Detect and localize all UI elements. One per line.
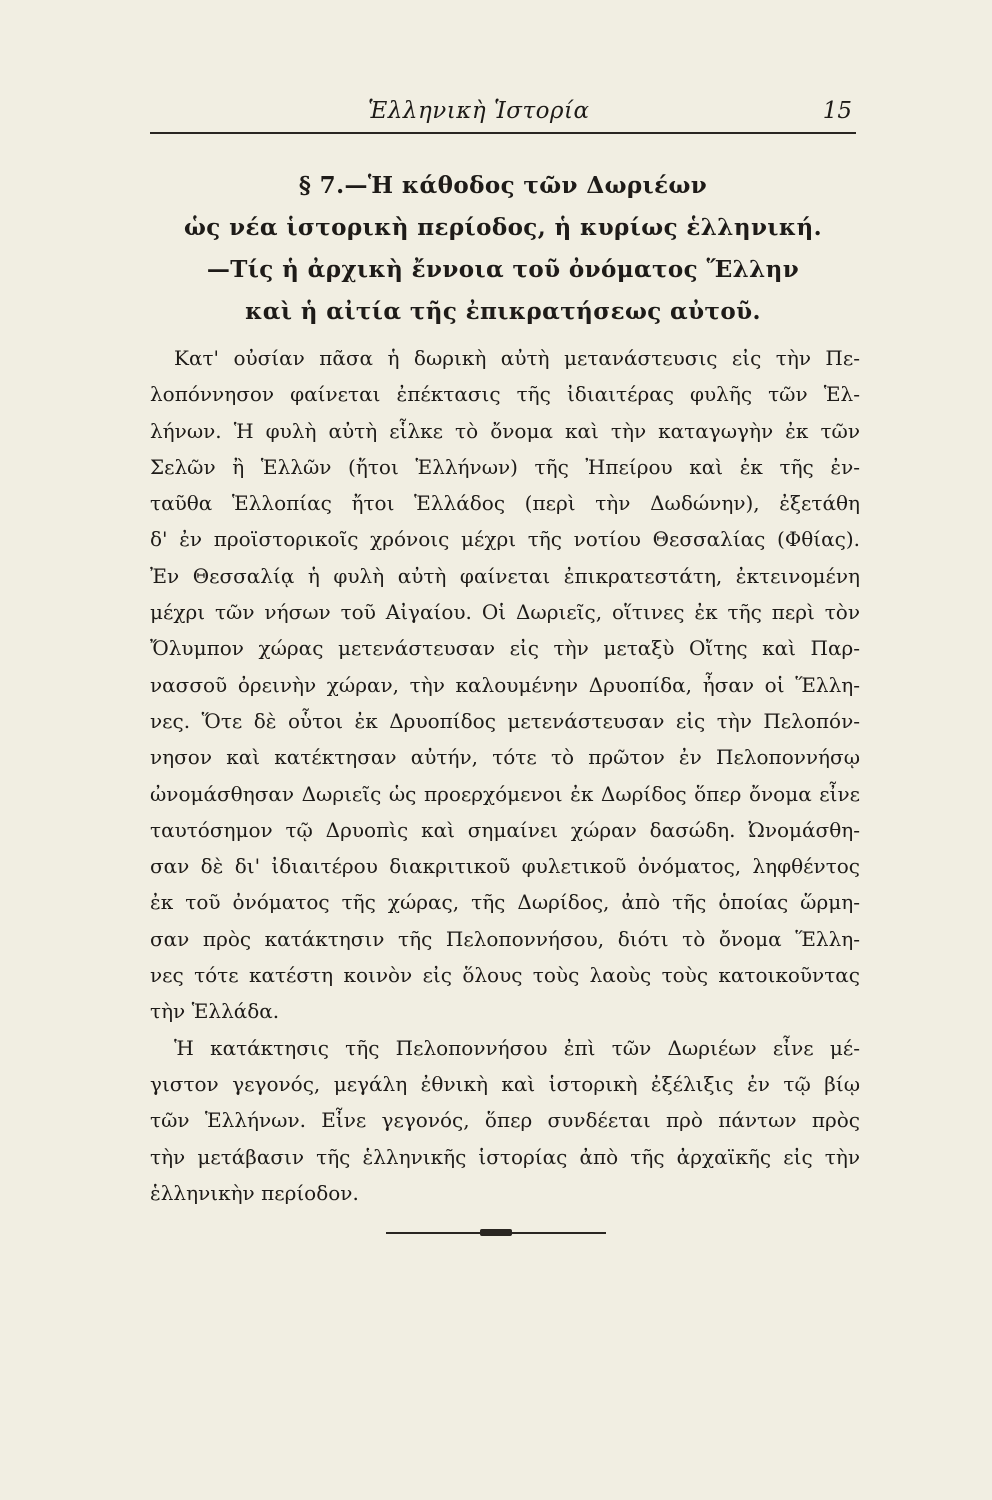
text-line: λήνων. Ἡ φυλὴ αὐτὴ εἷλκε τὸ ὄνομα καὶ τὴν καταγωγὴν ἐκ τῶν (150, 418, 860, 443)
text-line: ὠνομάσθησαν Δωριεῖς ὡς προερχόμενοι ἐκ Δωρίδος ὅπερ ὄνομα εἶνε (150, 781, 860, 806)
heading-line: καὶ ἡ αἰτία τῆς ἐπικρατήσεως αὐτοῦ. (245, 298, 761, 325)
text-line: δ' ἐν προϊστορικοῖς χρόνοις μέχρι τῆς νοτίου Θεσσαλίας (Φθίας). (150, 527, 860, 552)
text-line: νες τότε κατέστη κοινὸν εἰς ὅλους τοὺς λαοὺς τοὺς κατοικοῦντας (150, 963, 860, 988)
text-line: ἐκ τοῦ ὀνόματος τῆς χώρας, τῆς Δωρίδος, ἀπὸ τῆς ὁποίας ὥρμη- (150, 890, 860, 915)
text-line: Κατ' οὐσίαν πᾶσα ἡ δωρικὴ αὐτὴ μετανάστευσις εἰς τὴν Πε- (174, 346, 860, 370)
ornament-center (480, 1229, 512, 1236)
text-line: σαν πρὸς κατάκτησιν τῆς Πελοποννήσου, διότι τὸ ὄνομα Ἕλλη- (150, 926, 860, 951)
paragraph-2 (150, 1030, 860, 1211)
text-line: Ἡ κατάκτησις τῆς Πελοποννήσου ἐπὶ τῶν Δωριέων εἶνε μέ- (174, 1035, 860, 1060)
text-line: σαν δὲ δι' ἰδιαιτέρου διακριτικοῦ φυλετικοῦ ὀνόματος, ληφθέντος (150, 854, 860, 879)
heading-line: § 7.—Ἡ κάθοδος τῶν Δωριέων (298, 172, 708, 199)
page-number: 15 (822, 98, 852, 124)
text-line: Ὄλυμπον χώρας μετενάστευσαν εἰς τὴν μεταξὺ Οἴτης καὶ Παρ- (150, 636, 860, 661)
text-line: Ἐν Θεσσαλίᾳ ἡ φυλὴ αὐτὴ φαίνεται ἐπικρατεστάτη, ἐκτεινομένη (150, 563, 860, 588)
text-line: γιστον γεγονός, μεγάλη ἐθνικὴ καὶ ἱστορικὴ ἐξέλιξις ἐν τῷ βίῳ (150, 1071, 860, 1096)
text-line: ταυτόσημον τῷ Δρυοπὶς καὶ σημαίνει χώραν δασώδη. Ὠνομάσθη- (150, 817, 860, 842)
paragraph-1 (150, 340, 860, 1030)
text-line: νασσοῦ ὀρεινὴν χώραν, τὴν καλουμένην Δρυοπίδα, ἦσαν οἱ Ἕλλη- (150, 672, 860, 697)
section-heading (150, 165, 856, 333)
text-line: τὴν μετάβασιν τῆς ἑλληνικῆς ἱστορίας ἀπὸ τῆς ἀρχαϊκῆς εἰς τὴν (150, 1144, 860, 1169)
end-ornament (386, 1228, 606, 1238)
text-line: τῶν Ἑλλήνων. Εἶνε γεγονός, ὅπερ συνδέεται πρὸ πάντων πρὸς (150, 1108, 860, 1133)
header-rule (150, 132, 856, 134)
running-title: Ἑλληνικὴ Ἱστορία (368, 98, 590, 124)
text-line: Σελῶν ἢ Ἑλλῶν (ἤτοι Ἑλλήνων) τῆς Ἠπείρου καὶ ἐκ τῆς ἐν- (150, 454, 860, 479)
text-line: ἑλληνικὴν περίοδον. (150, 1180, 359, 1205)
text-line: νες. Ὅτε δὲ οὗτοι ἐκ Δρυοπίδος μετενάστευσαν εἰς τὴν Πελοπόν- (150, 708, 860, 733)
text-line: ταῦθα Ἑλλοπίας ἤτοι Ἑλλάδος (περὶ τὴν Δωδώνην), ἐξετάθη (150, 491, 860, 516)
text-line: νησον καὶ κατέκτησαν αὐτήν, τότε τὸ πρῶτον ἐν Πελοποννήσῳ (150, 745, 860, 770)
heading-line: ὡς νέα ἱστορικὴ περίοδος, ἡ κυρίως ἑλληνική. (183, 214, 823, 241)
text-line: μέχρι τῶν νήσων τοῦ Αἰγαίου. Οἱ Δωριεῖς, οἵτινες ἐκ τῆς περὶ τὸν (150, 600, 860, 625)
heading-line: —Τίς ἡ ἀρχικὴ ἔννοια τοῦ ὀνόματος Ἕλλην (206, 256, 800, 283)
body-text (150, 340, 860, 1211)
running-header (150, 96, 856, 136)
text-line: λοπόννησον φαίνεται ἐπέκτασις τῆς ἰδιαιτέρας φυλῆς τῶν Ἑλ- (150, 382, 860, 407)
text-line: τὴν Ἑλλάδα. (150, 999, 280, 1024)
